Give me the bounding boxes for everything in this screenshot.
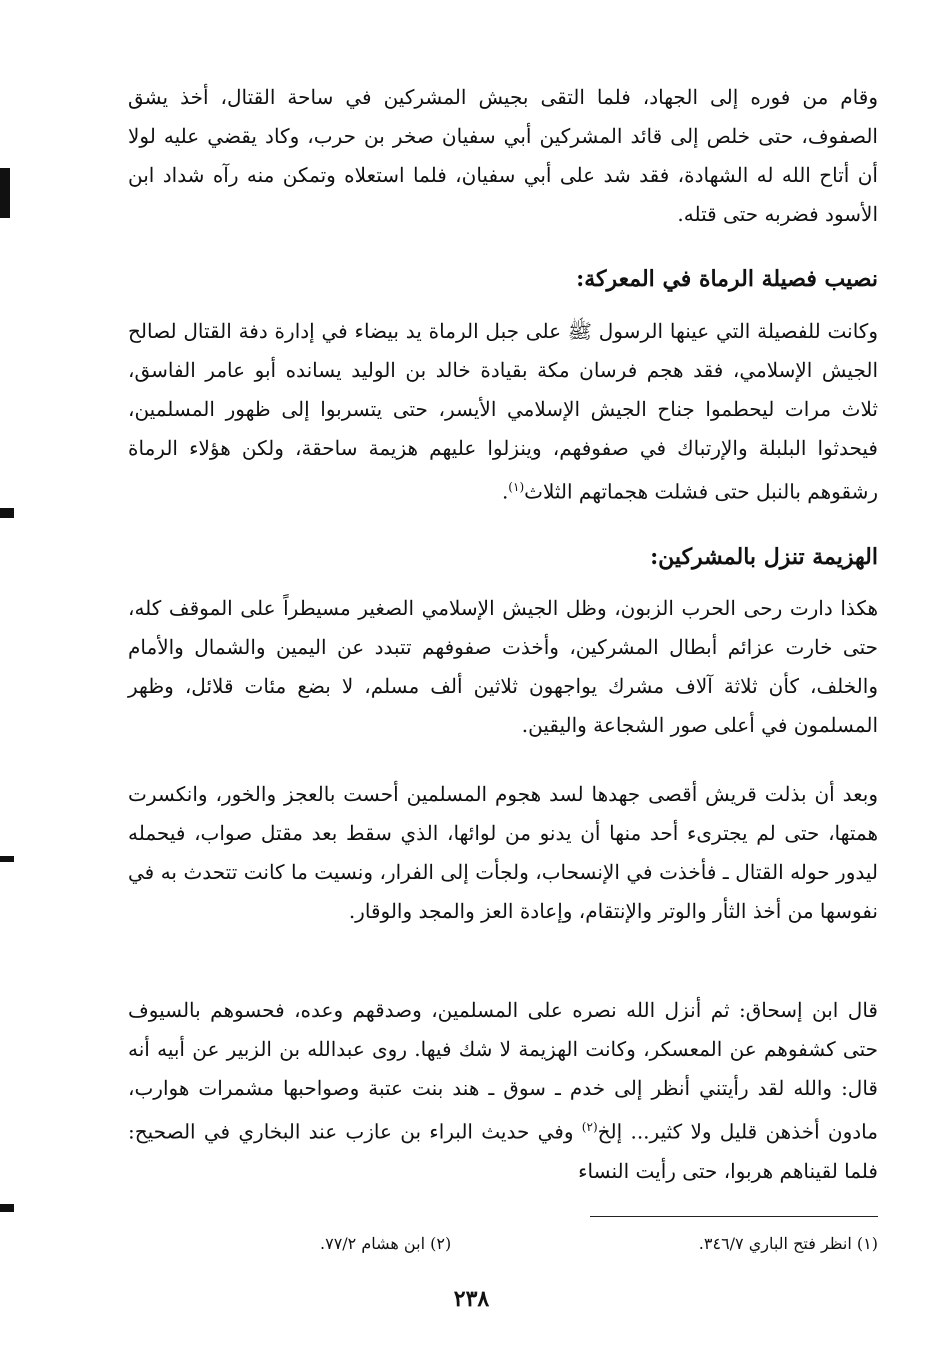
paragraph-2-end: . (501, 479, 509, 504)
footnotes (320, 1232, 878, 1256)
footnote-1: (١) انظر فتح الباري ٣٤٦/٧. (698, 1234, 878, 1253)
footnote-ref-1: (١) (508, 480, 525, 494)
footnote-divider (590, 1216, 878, 1217)
paragraph-4: وبعد أن بذلت قريش أقصى جهدها لسد هجوم المسلمين أحست بالعجز والخور، وانكسرت همتها، حتى لم يجترىء أحد منها أن يدنو من لوائها، الذي سقط بعد مقتل صواب، فيحمله ليدور حوله القتال ـ فأخذت في الإنسحاب، ولجأت إلى الفرار، ونسيت ما كانت تتحدث به في نفوسها من أخذ الثأر والوتر والإنتقام، وإعادة العز والمجد والوقار. (128, 782, 878, 923)
scan-edge-mark (0, 1204, 14, 1212)
paragraph-3: هكذا دارت رحى الحرب الزبون، وظل الجيش الإسلامي الصغير مسيطراً على الموقف كله، حتى خارت عزائم أبطال المشركين، وأخذت صفوفهم تتبدد عن اليمين والشمال والأمام والخلف، كأن ثلاثة آلاف مشرك يواجهون ثلاثين ألف مسلم، لا بضع مئات قلائل، وظهر المسلمون في أعلى صور الشجاعة واليقين. (128, 596, 878, 737)
paragraph-5 (128, 991, 878, 1191)
scan-edge-mark (0, 508, 14, 518)
paragraph-5-text: قال ابن إسحاق: ثم أنزل الله نصره على المسلمين، وصدقهم وعده، فحسوهم بالسيوف حتى كشفوهم عن المعسكر، وكانت الهزيمة لا شك فيها. روى عبدالله بن الزبير عن أبيه أنه قال: والله لقد رأيتني أنظر إلى خدم ـ سوق ـ هند بنت عتبة وصواحبها مشمرات هوارب، مادون أخذهن قليل ولا كثير... إلخ (128, 998, 878, 1144)
section-heading-defeat: الهزيمة تنزل بالمشركين: (650, 544, 878, 570)
footnote-ref-2: (٢) (581, 1120, 598, 1134)
section-heading-archers: نصيب فصيلة الرماة في المعركة: (576, 266, 878, 292)
scan-edge-mark (0, 168, 10, 218)
scan-edge-mark (0, 856, 14, 862)
paragraph-1: وقام من فوره إلى الجهاد، فلما التقى بجيش المشركين في ساحة القتال، أخذ يشق الصفوف، حتى خلص إلى قائد المشركين أبي سفيان صخر بن حرب، وكاد يقضي عليه لولا أن أتاح الله له الشهادة، فقد شد على أبي سفيان، فلما استعلاه وتمكن منه رآه شداد ابن الأسود فضربه حتى قتله. (128, 85, 878, 226)
footnote-2: (٢) ابن هشام ٧٧/٢. (320, 1234, 452, 1253)
paragraph-2-text: وكانت للفصيلة التي عينها الرسول ﷺ على جبل الرماة يد بيضاء في إدارة دفة القتال لصالح الجيش الإسلامي، فقد هجم فرسان مكة بقيادة خالد بن الوليد يسانده أبو عامر الفاسق، ثلاث مرات ليحطموا جناح الجيش الإسلامي الأيسر، حتى يتسربوا إلى ظهور المسلمين، فيحدثوا البلبلة والإرتباك في صفوفهم، وينزلوا عليهم هزيمة ساحقة، ولكن هؤلاء الرماة رشقوهم بالنبل حتى فشلت هجماتهم الثلاث (128, 319, 878, 504)
paragraph-2 (128, 312, 878, 512)
page-number: ٢٣٨ (453, 1286, 490, 1312)
paragraph-5-continuation: وفي حديث البراء بن عازب عند البخاري في الصحيح: فلما لقيناهم هربوا، حتى رأيت النساء (128, 1119, 878, 1183)
